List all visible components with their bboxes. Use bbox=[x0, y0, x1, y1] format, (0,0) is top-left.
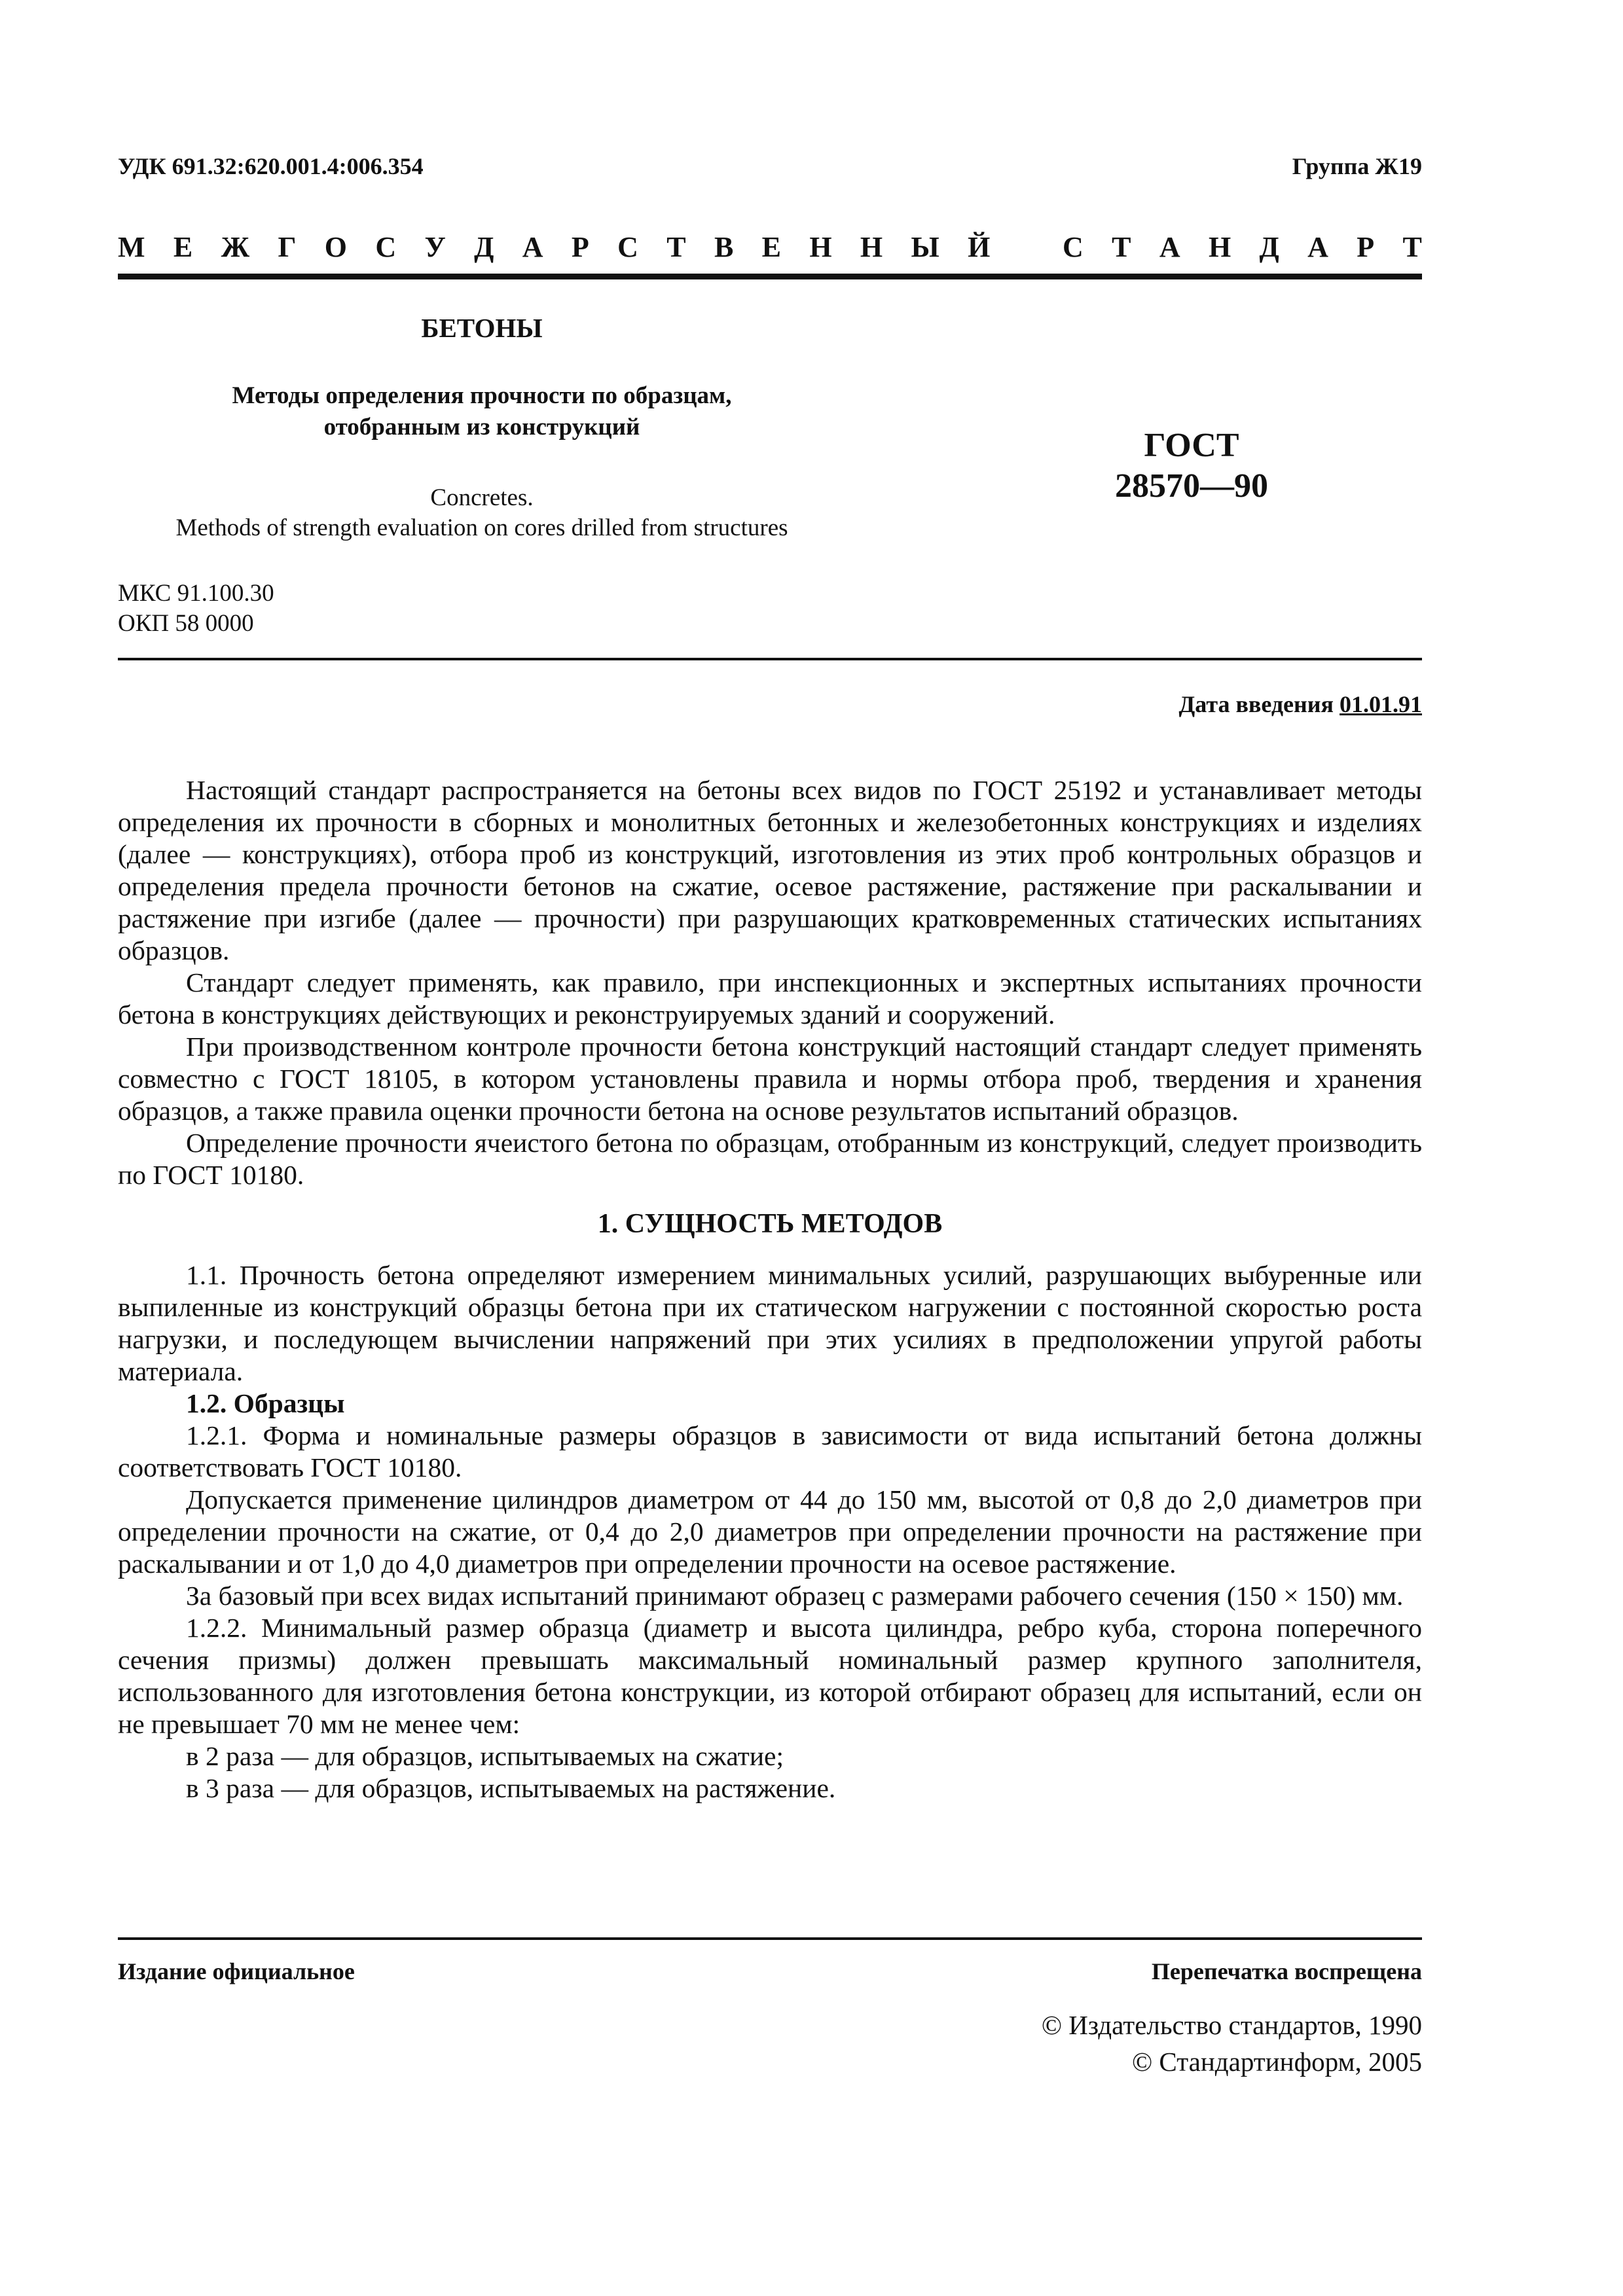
paragraph-application: Стандарт следует применять, как правило, при инспекционных и экспертных испытаниях прочности бетона в конструкциях действующих и реконструируемых зданий и сооружений. bbox=[118, 967, 1422, 1030]
banner-letter: Т bbox=[1112, 231, 1131, 263]
intro-date-value: 01.01.91 bbox=[1340, 691, 1422, 717]
okp-code: ОКП 58 0000 bbox=[118, 610, 254, 637]
banner-letter: Т bbox=[666, 231, 686, 263]
section-heading: 1. СУЩНОСТЬ МЕТОДОВ bbox=[597, 1209, 943, 1239]
banner-letter: Г bbox=[278, 231, 297, 263]
mks-code: МКС 91.100.30 bbox=[118, 580, 274, 607]
codes-rule bbox=[118, 658, 1422, 660]
paragraph-cellular-concrete: Определение прочности ячеистого бетона по образцам, отобранным из конструкций, следует производить по ГОСТ 10180. bbox=[118, 1128, 1422, 1190]
clause-1-2-1: 1.2.1. Форма и номинальные размеры образцов в зависимости от вида испытаний бетона должны соответствовать ГОСТ 10180. bbox=[118, 1420, 1422, 1482]
english-title-line2: Methods of strength evaluation on cores drilled from structures bbox=[175, 514, 788, 541]
banner-letter: А bbox=[1159, 231, 1180, 263]
banner-letter: Д bbox=[474, 231, 494, 263]
interstate-standard-banner bbox=[118, 229, 1422, 266]
clause-1-2-2: 1.2.2. Минимальный размер образца (диаметр и высота цилиндра, ребро куба, сторона поперечного сечения призмы) должен превышать максимальный номинальный размер крупного заполнителя, использованного для изготовления бетона конструкции, из которой отбирают образец для испытаний, если он не превышает 70 мм не менее чем: bbox=[118, 1613, 1422, 1739]
copyright-1990: © Издательство стандартов, 1990 bbox=[1041, 2010, 1422, 2040]
banner-letter: М bbox=[118, 231, 145, 263]
document-subtitle-line1: Методы определения прочности по образцам, bbox=[232, 382, 732, 409]
banner-letter: Т bbox=[1402, 231, 1422, 263]
intro-date-label: Дата введения bbox=[1178, 691, 1340, 717]
english-title-line1: Concretes. bbox=[430, 484, 534, 511]
udk-code: УДК 691.32:620.001.4:006.354 bbox=[118, 153, 424, 179]
gost-label: ГОСТ bbox=[1144, 427, 1239, 464]
banner-letter: С bbox=[375, 231, 397, 263]
banner-letter: С bbox=[1062, 231, 1084, 263]
banner-letter: Р bbox=[1357, 231, 1375, 263]
footer-rule bbox=[118, 1937, 1422, 1940]
intro-date bbox=[1179, 690, 1423, 719]
banner-letter: Е bbox=[761, 231, 781, 263]
banner-letter: Н bbox=[809, 231, 832, 263]
clause-1-2-1-cylinders: Допускается применение цилиндров диаметром от 44 до 150 мм, высотой от 0,8 до 2,0 диаметров при определении прочности на сжатие, от 0,4 до 2,0 диаметров при определении прочности на растяжение при раскалывании и от 1,0 до 4,0 диаметров при определении прочности на осевое растяжение. bbox=[118, 1484, 1422, 1579]
banner-letter: А bbox=[1307, 231, 1328, 263]
gost-number: 28570—90 bbox=[1115, 467, 1268, 505]
banner-letter: С bbox=[617, 231, 638, 263]
document-body bbox=[118, 774, 1422, 1804]
group-code: Группа Ж19 bbox=[1292, 153, 1422, 179]
banner-letter: Н bbox=[1208, 231, 1231, 263]
clause-1-1: 1.1. Прочность бетона определяют измерением минимальных усилий, разрушающих выбуренные или выпиленные из конструкций образцы бетона при их статическом нагружении с постоянной скоростью роста нагрузки, и последующем вычислении напряжений при этих усилиях в предположении упругой работы материала. bbox=[118, 1260, 1422, 1386]
banner-letter: Ы bbox=[911, 231, 939, 263]
banner-letter: Д bbox=[1259, 231, 1279, 263]
document-subtitle-line2: отобранным из конструкций bbox=[323, 414, 640, 440]
clause-1-2-heading: 1.2. Образцы bbox=[186, 1388, 345, 1418]
paragraph-scope: Настоящий стандарт распространяется на бетоны всех видов по ГОСТ 25192 и устанавливает методы определения их прочности в сборных и монолитных бетонных и железобетонных конструкциях и изделиях (далее — конструкциях), отбора проб из конструкций, изготовления из этих проб контрольных образцов и определения предела прочности бетонов на сжатие, осевое растяжение, растяжение при раскалывании и растяжение при изгибе (далее — прочности) при разрушающих кратковременных статических испытаниях образцов. bbox=[118, 775, 1422, 965]
document-title: БЕТОНЫ bbox=[421, 313, 543, 343]
clause-1-2-1-base-sample: За базовый при всех видах испытаний принимают образец с размерами рабочего сечения (150 × 150) мм. bbox=[186, 1581, 1404, 1611]
banner-letter: Е bbox=[173, 231, 193, 263]
banner-letter: А bbox=[522, 231, 543, 263]
copyright-2005: © Стандартинформ, 2005 bbox=[1132, 2047, 1422, 2077]
banner-letter: Н bbox=[860, 231, 883, 263]
header-rule bbox=[118, 274, 1422, 279]
banner-letter: У bbox=[424, 231, 446, 263]
official-edition: Издание официальное bbox=[118, 1958, 355, 1984]
banner-letter: Р bbox=[571, 231, 589, 263]
banner-letter: Й bbox=[968, 231, 991, 263]
banner-letter: О bbox=[324, 231, 348, 263]
reprint-prohibited: Перепечатка воспрещена bbox=[1151, 1958, 1422, 1984]
clause-1-2-2-compression: в 2 раза — для образцов, испытываемых на сжатие; bbox=[186, 1741, 784, 1771]
banner-letter: В bbox=[714, 231, 734, 263]
clause-1-2-2-tension: в 3 раза — для образцов, испытываемых на растяжение. bbox=[186, 1773, 836, 1803]
banner-letter: Ж bbox=[221, 231, 250, 263]
paragraph-production-control: При производственном контроле прочности бетона конструкций настоящий стандарт следует применять совместно с ГОСТ 18105, в котором установлены правила и нормы отбора проб, твердения и хранения образцов, а также правила оценки прочности бетона на основе результатов испытаний образцов. bbox=[118, 1031, 1422, 1126]
